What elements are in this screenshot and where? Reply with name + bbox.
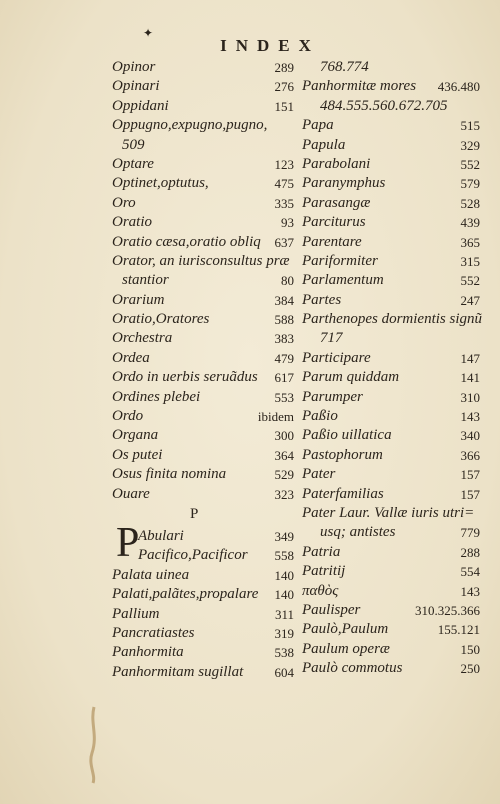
entry-term: Paulò,Paulum [302,621,389,638]
entry-term: Paßio [302,408,338,425]
entry-term: Pater Laur. Vallæ iuris utri= [302,504,475,521]
entry-page-number: 157 [460,467,480,483]
entry-term: Ordo [112,408,144,425]
entry-page-number: 288 [460,544,480,560]
entry-term: Ordo in uerbis seruãdus [112,369,258,386]
index-entry [302,329,480,348]
entry-term: 717 [320,330,343,347]
entry-term: Os putei [112,446,163,463]
index-entry [302,155,480,174]
entry-page-number: 579 [460,176,480,192]
index-entry [112,643,294,662]
section-letter: P [190,506,199,522]
index-entry [302,446,480,465]
entry-page-number: 140 [274,567,294,583]
index-entry [112,58,294,77]
entry-term: Paßio uillatica [302,427,392,444]
index-entry [302,659,480,678]
entry-term: Oppidani [112,97,169,114]
entry-page-number: 300 [274,428,294,444]
entry-term: Ordea [112,349,150,366]
index-column-left-p [112,527,294,682]
index-entry [112,194,294,213]
entry-page-number: 528 [460,195,480,211]
entry-page-number: 475 [274,176,294,192]
entry-page-number: 123 [274,156,294,172]
entry-term: Optare [112,155,154,172]
entry-page-number: 147 [460,350,480,366]
index-entry [302,368,480,387]
index-entry [302,116,480,135]
index-entry [112,426,294,445]
index-entry [302,640,480,659]
entry-term: Partes [302,291,342,308]
entry-term: Paulum operæ [302,640,390,657]
index-entry [302,136,480,155]
entry-term: παθὸς [302,582,339,599]
entry-term: Orarium [112,291,165,308]
index-entry [112,252,294,271]
entry-term: Panhormitam sugillat [112,663,244,680]
drop-cap: P [116,520,140,566]
entry-term: Optinet,optutus, [112,175,209,192]
index-entry [302,407,480,426]
index-entry [112,388,294,407]
entry-page-number: 364 [274,447,294,463]
index-entry [112,527,294,546]
entry-page-number: 315 [460,253,480,269]
entry-page-number: 335 [274,195,294,211]
index-entry [112,291,294,310]
index-entry [112,310,294,329]
entry-term: Parlamentum [302,272,384,289]
entry-term: Pacifico,Pacificor [138,547,248,564]
index-entry [302,213,480,232]
entry-term: Palata uinea [112,566,190,583]
entry-page-number: 155.121 [437,622,480,638]
entry-page-number: 553 [274,389,294,405]
entry-term: 768.774 [320,59,369,75]
index-entry [302,77,480,96]
entry-page-number: 617 [274,370,294,386]
index-entry [112,329,294,348]
entry-term: Parciturus [302,214,366,231]
entry-term: Oratio cæsa,oratio obliq [112,233,261,250]
index-entry [112,624,294,643]
entry-page-number: 319 [274,625,294,641]
entry-term: Oppugno,expugno,pugno, [112,117,268,134]
index-entry [302,349,480,368]
entry-term: Parabolani [302,155,371,172]
index-entry [302,194,480,213]
entry-page-number: ibidem [257,409,294,425]
entry-page-number: 365 [460,234,480,250]
index-entry [302,465,480,484]
entry-page-number: 383 [274,331,294,347]
entry-page-number: 329 [460,137,480,153]
index-entry [302,504,480,523]
index-entry [112,77,294,96]
entry-term: Parumper [302,388,363,405]
index-entry [112,155,294,174]
entry-term: Pancratiastes [112,624,195,641]
index-entry [112,446,294,465]
printer-mark: ✦ [143,26,154,40]
index-entry [112,213,294,232]
index-entry [302,543,480,562]
entry-term: Papa [302,117,334,134]
entry-term: 484.555.560.672.705 [320,97,448,114]
index-entry [112,585,294,604]
entry-term: 509 [122,136,145,153]
entry-page-number: 349 [274,529,294,544]
entry-page-number: 323 [274,486,294,502]
entry-page-number: 588 [274,312,294,328]
entry-term: Oratio [112,214,153,231]
entry-term: Opinor [112,59,156,75]
entry-page-number: 554 [460,564,480,580]
index-entry [302,388,480,407]
entry-term: Panhormitæ mores [302,78,417,95]
entry-page-number: 250 [460,661,480,677]
index-entry [302,291,480,310]
index-entry [112,605,294,624]
entry-term: Orchestra [112,330,173,347]
entry-page-number: 637 [274,234,294,250]
entry-page-number: 552 [460,273,480,289]
entry-page-number: 515 [460,118,480,134]
entry-page-number: 436.480 [437,79,480,95]
entry-term: usq; antistes [320,524,396,541]
index-entry [302,426,480,445]
index-entry [302,310,480,329]
index-entry [112,271,294,290]
entry-term: Panhormita [112,644,184,661]
index-entry [302,252,480,271]
entry-term: Papula [302,136,346,153]
entry-page-number: 157 [460,486,480,502]
index-entry [302,620,480,639]
index-entry [302,97,480,116]
index-entry [112,407,294,426]
page-header: INDEX [220,36,320,55]
entry-page-number: 311 [274,606,294,622]
index-entry [112,349,294,368]
entry-page-number: 558 [274,548,294,564]
index-entry [112,465,294,484]
entry-page-number: 143 [460,409,480,425]
index-column-right [302,58,480,679]
entry-page-number: 310.325.366 [415,602,480,618]
index-entry [112,663,294,682]
entry-page-number: 141 [460,370,480,386]
entry-page-number: 552 [460,156,480,172]
index-entry [112,566,294,585]
entry-page-number: 276 [274,79,294,95]
entry-page-number: 340 [460,428,480,444]
index-entry [302,233,480,252]
margin-stain [84,705,104,785]
entry-term: Parum quiddam [302,369,400,386]
entry-term: Patritij [302,563,346,580]
entry-page-number: 779 [460,525,480,541]
entry-term: Ordines plebei [112,388,201,405]
entry-term: Paulisper [302,601,361,618]
entry-term: Abulari [138,528,184,544]
entry-term: Opinari [112,78,160,95]
entry-term: Patria [302,543,341,560]
index-entry [112,97,294,116]
entry-term: Parentare [302,233,362,250]
entry-page-number: 384 [274,292,294,308]
index-entry [302,523,480,542]
index-entry [112,485,294,504]
entry-page-number: 604 [274,664,294,680]
entry-term: Parasangæ [302,194,371,211]
index-entry [112,546,294,565]
entry-term: Oratio,Oratores [112,311,210,328]
index-column-left [112,58,294,504]
entry-term: Ouare [112,485,150,502]
entry-term: Pastophorum [302,446,383,463]
entry-term: Paulò commotus [302,660,403,677]
entry-page-number: 289 [274,60,294,75]
entry-page-number: 247 [460,292,480,308]
entry-term: Organa [112,427,159,444]
entry-page-number: 439 [460,215,480,231]
index-entry [112,116,294,135]
entry-page-number: 143 [460,583,480,599]
entry-term: Participare [302,349,371,366]
index-entry [112,368,294,387]
entry-page-number: 140 [274,587,294,603]
entry-term: Pater [302,466,336,483]
entry-page-number: 151 [274,98,294,114]
entry-term: Pariformiter [302,252,378,269]
entry-term: stantior [122,272,169,289]
index-entry [302,485,480,504]
entry-page-number: 366 [460,447,480,463]
entry-term: Pallium [112,605,160,622]
index-entry [112,233,294,252]
index-entry [302,271,480,290]
entry-term: Orator, an iurisconsultus præ [112,252,290,269]
index-entry [302,562,480,581]
entry-page-number: 538 [274,645,294,661]
entry-term: Palati,palãtes,propalare [112,586,259,603]
entry-page-number: 93 [281,215,294,231]
entry-page-number: 479 [274,350,294,366]
index-entry [302,174,480,193]
index-entry [302,601,480,620]
index-entry [302,582,480,601]
entry-term: Osus finita nomina [112,466,227,483]
entry-term: Oro [112,194,136,211]
index-entry [112,174,294,193]
entry-page-number: 529 [274,467,294,483]
entry-term: Parthenopes dormientis signũ [302,311,482,328]
entry-page-number: 80 [281,273,294,289]
entry-page-number: 310 [460,389,480,405]
index-entry [302,58,480,77]
entry-page-number: 150 [460,641,480,657]
entry-term: Paterfamilias [302,485,384,502]
index-entry [112,136,294,155]
entry-term: Paranymphus [302,175,386,192]
